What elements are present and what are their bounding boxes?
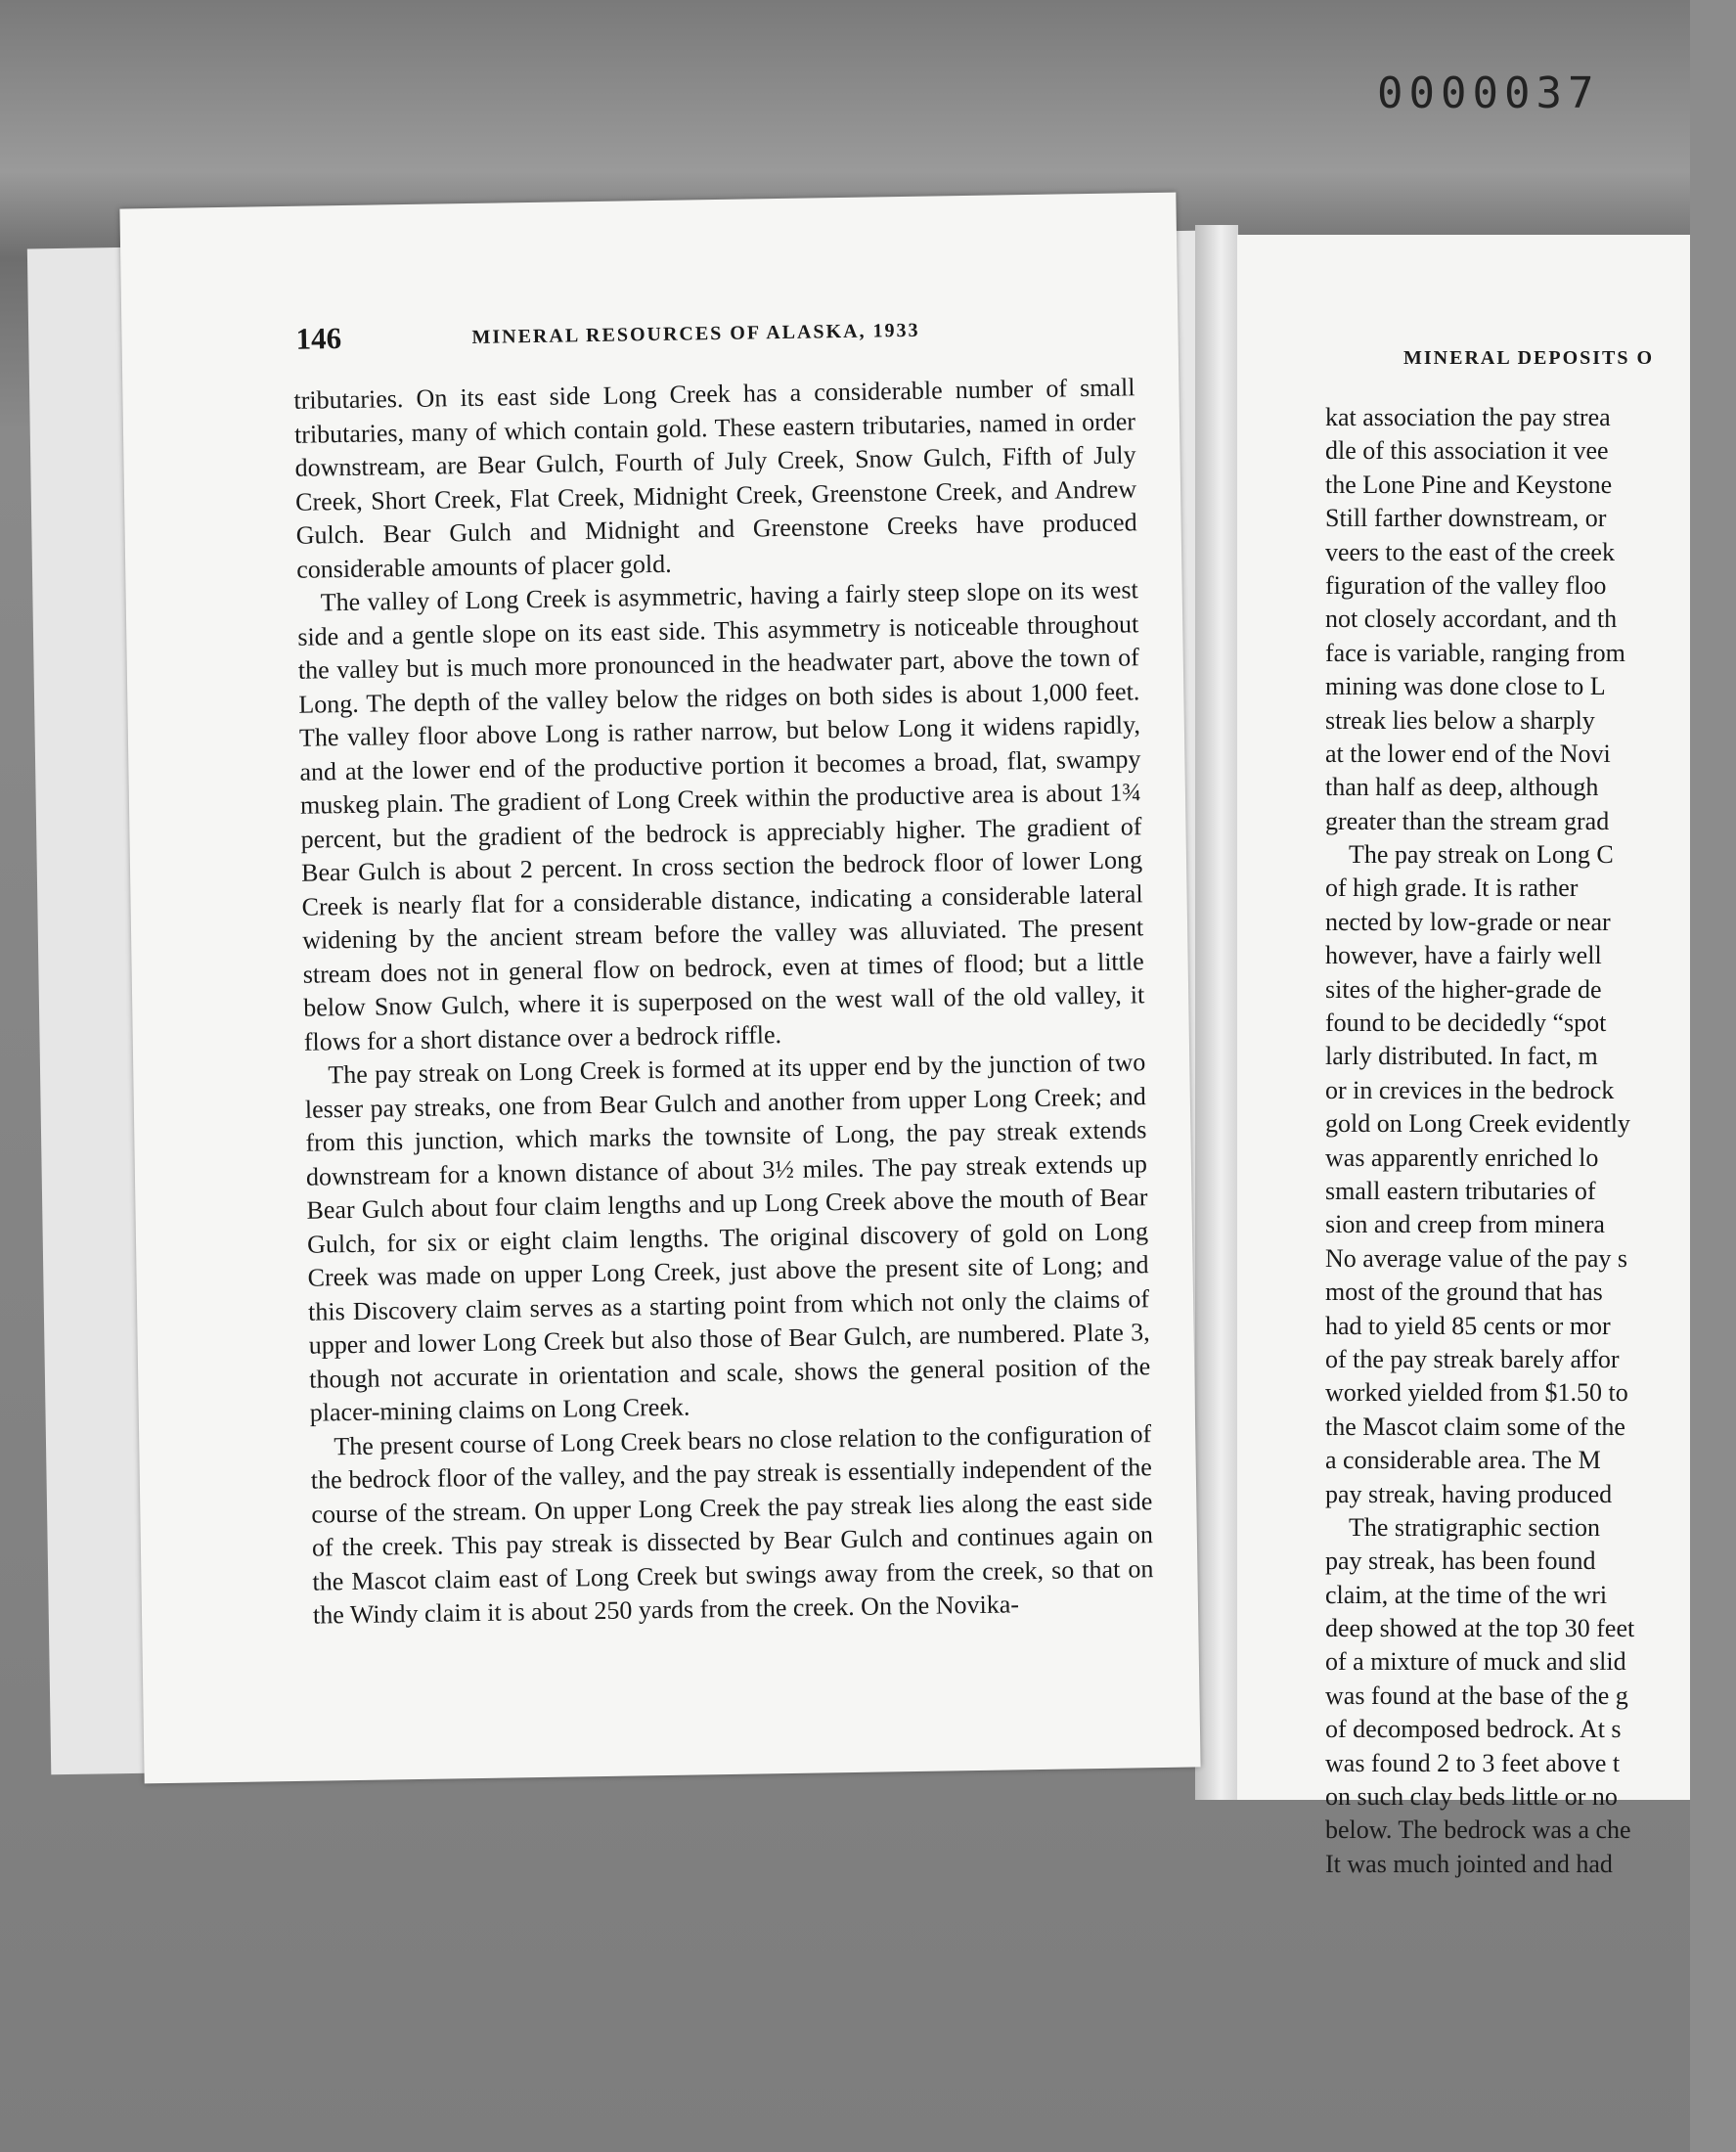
paragraph: tributaries. On its east side Long Creek has a considerable number of small tributaries, many of which contain gold. These eastern tributaries, named in order downstream, are Bear Gulch, Fourth of July Creek, Snow Gulch, Fifth of July Creek, Short Creek, Flat Creek, Midnight Creek, Greenstone Creek, and Andrew Gulch. Bear Gulch and Midnight and Greenstone Creeks have produced considerable amounts of placer gold. — [293, 373, 1137, 584]
paragraph: The valley of Long Creek is asymmetric, having a fairly steep slope on its west side and a gentle slope on its east side. This asymmetry is noticeable throughout the valley but is much more pronounced in the headwater part, above the town of Long. The depth of the valley below the ridges on both sides is about 1,000 feet. The valley floor above Long is rather narrow, but below Long it widens rapidly, and at the lower end of the productive portion it becomes a broad, flat, swampy muskeg plain. The gradient of Long Creek within the productive area is about 1¾ percent, but the gradient of the bedrock is appreciably higher. The gradient of Bear Gulch is about 2 percent. In cross section the bedrock floor of lower Long Creek is nearly flat for a considerable distance, indicating a considerable lateral widening by the ancient stream before the valley was alluviated. The present stream does not in general flow on bedrock, even at times of flood; but a little below Snow Gulch, where it is superposed on the west wall of the old valley, it flows for a short distance over a bedrock riffle. — [297, 575, 1145, 1056]
right-page-line: sion and creep from minera — [1325, 1210, 1605, 1239]
right-page-line: however, have a fairly well — [1325, 941, 1602, 970]
document-stamp-number: 0000037 — [1377, 68, 1600, 118]
right-page-line: or in crevices in the bedrock — [1325, 1075, 1615, 1104]
running-head: MINERAL RESOURCES OF ALASKA, 1933 — [471, 319, 920, 348]
right-page-line: at the lower end of the Novi — [1325, 739, 1611, 768]
left-page — [119, 193, 1200, 1784]
right-page-line: mining was done close to L — [1325, 672, 1606, 701]
right-page-line: worked yielded from $1.50 to — [1325, 1378, 1628, 1408]
right-page-line: of decomposed bedrock. At s — [1325, 1715, 1622, 1744]
right-page-line: the Lone Pine and Keystone — [1325, 470, 1613, 499]
paragraph: The present course of Long Creek bears no close relation to the configuration of the bedrock floor of the valley, and the pay streak is essentially independent of the course of the stream. On upper Long Creek the pay streak lies along the east side of the creek. This pay streak is dissected by Bear Gulch and continues again on the Mascot claim east of Long Creek but swings away from the creek, so that on the Windy claim it is about 250 yards from the creek. On the Novika- — [310, 1418, 1154, 1630]
right-page-line: dle of this association it vee — [1325, 436, 1609, 466]
right-page-line: kat association the pay strea — [1325, 403, 1611, 431]
right-page-line: deep showed at the top 30 feet — [1325, 1614, 1635, 1643]
right-page-line: Still farther downstream, or — [1325, 504, 1607, 533]
right-page-line: It was much jointed and had — [1325, 1849, 1613, 1878]
right-page-line: The pay streak on Long C — [1349, 840, 1614, 870]
right-page-line: small eastern tributaries of — [1325, 1176, 1596, 1205]
right-running-head: MINERAL DEPOSITS O — [1403, 347, 1655, 369]
right-page-line: was apparently enriched lo — [1325, 1143, 1599, 1172]
left-page-body — [293, 371, 1154, 1633]
right-page-line: veers to the east of the creek — [1325, 537, 1615, 566]
page-number: 146 — [295, 321, 342, 356]
right-page-line: the Mascot claim some of the — [1325, 1412, 1625, 1441]
right-page-line: The stratigraphic section — [1349, 1512, 1601, 1542]
right-page-body — [1325, 401, 1736, 1881]
right-page-line: found to be decidedly “spot — [1325, 1009, 1607, 1038]
right-page-line: a considerable area. The M — [1325, 1446, 1601, 1475]
right-page-line: was found at the base of the g — [1325, 1681, 1628, 1710]
right-page-line: below. The bedrock was a che — [1325, 1816, 1631, 1845]
right-page-line: gold on Long Creek evidently — [1325, 1109, 1630, 1139]
right-page-line: nected by low-grade or near — [1325, 907, 1611, 936]
right-page-line: of a mixture of muck and slid — [1325, 1647, 1626, 1677]
right-page-line: of the pay streak barely affor — [1325, 1344, 1620, 1373]
right-page-line: figuration of the valley floo — [1325, 570, 1607, 600]
right-page-line: had to yield 85 cents or mor — [1325, 1311, 1611, 1340]
right-page-line: sites of the higher-grade de — [1325, 974, 1602, 1004]
right-page-line: not closely accordant, and th — [1325, 605, 1618, 634]
right-page-line: on such clay beds little or no — [1325, 1782, 1618, 1812]
right-page-line: than half as deep, although — [1325, 773, 1599, 802]
right-page-line: of high grade. It is rather — [1325, 874, 1579, 903]
right-page-line: pay streak, having produced — [1325, 1479, 1613, 1508]
right-page — [1237, 235, 1690, 1878]
right-page-line: face is variable, ranging from — [1325, 638, 1625, 667]
right-page-line: greater than the stream grad — [1325, 806, 1610, 835]
paragraph: The pay streak on Long Creek is formed at its upper end by the junction of two lesser pay streaks, one from Bear Gulch and another from upper Long Creek; and from this junction, which marks the townsite of Long, the pay streak extends downstream for a known distance of about 3½ miles. The pay streak extends up Bear Gulch about four claim lengths and up Long Creek above the mouth of Bear Gulch, for six or eight claim lengths. The original discovery of gold on Long Creek was made on upper Long Creek, just above the present site of Long; and this Discovery claim serves as a starting point from which not only the claims of upper and lower Long Creek but also those of Bear Gulch, are numbered. Plate 3, though not accurate in orientation and scale, shows the general position of the placer-mining claims on Long Creek. — [304, 1048, 1151, 1427]
right-page-line: No average value of the pay s — [1325, 1243, 1627, 1273]
right-page-line: larly distributed. In fact, m — [1325, 1042, 1598, 1071]
left-page-header — [295, 309, 1098, 361]
right-page-line: was found 2 to 3 feet above t — [1325, 1748, 1621, 1777]
book-spine — [1195, 225, 1238, 1800]
right-page-line: claim, at the time of the wri — [1325, 1580, 1608, 1609]
right-page-line: most of the ground that has — [1325, 1278, 1603, 1307]
right-page-line: streak lies below a sharply — [1325, 705, 1595, 735]
right-page-line: pay streak, has been found — [1325, 1547, 1596, 1576]
